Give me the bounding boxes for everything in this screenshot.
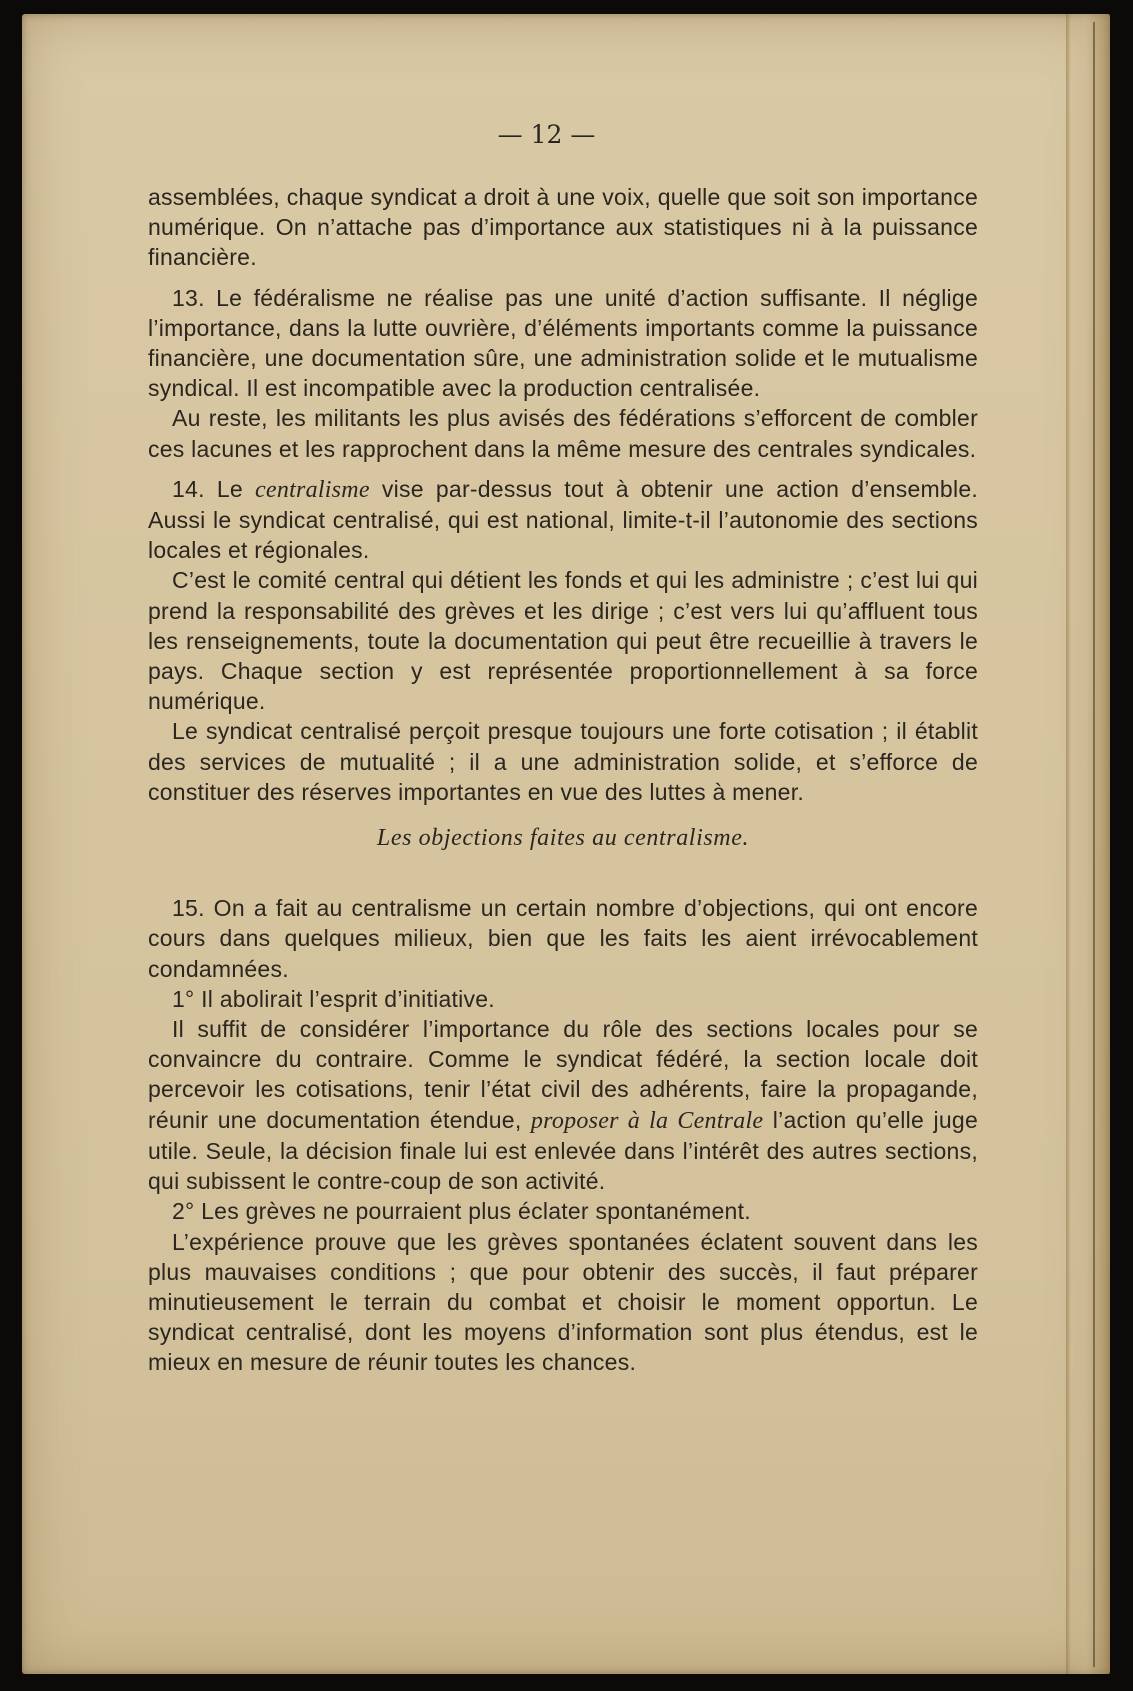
paragraph-14-italic: centralisme [255, 476, 370, 503]
paragraph-14 [148, 474, 978, 566]
page-number: — 12 — [497, 120, 596, 149]
objection-1: 1° Il abolirait l’esprit d’initiative. [172, 985, 495, 1012]
paragraph-13: 13. Le fédéralisme ne réalise pas une unité d’action suffisante. Il néglige l’importance, dans la lutte ouvrière, d’éléments importants comme la puissance financière, une documentation sûre, une administration solide et le mutualisme syndical. Il est incompatible avec la production centralisée. [148, 284, 978, 402]
paragraph-14-cont-1: C’est le comité central qui détient les fonds et qui les administre ; c’est lui qui prend la responsabilité des grèves et les dirige ; c’est vers lui qu’affluent tous les renseignements, toute la documentation qui peut être recueillie à travers le pays. Chaque section y est représentée proportionnellement à sa force numérique. [148, 567, 978, 715]
section-heading: Les objections faites au centralisme. [376, 825, 750, 852]
paragraph-13-cont: Au reste, les militants les plus avisés des fédérations s’efforcent de combler ces lacunes et les rapprochent dans la même mesure des centrales syndicales. [148, 405, 978, 462]
paragraph-14-end: vise par-dessus tout à obtenir une action d’ensemble. Aussi le syndicat centralisé, qui est national, limite-t-il l’autonomie des sections locales et régionales. [148, 475, 978, 564]
objection-1-reply-start: Il suffit de considérer l’importance du rôle des sections locales pour se convaincre du contraire. Comme le syndicat fédéré, la section locale doit percevoir les cotisations, tenir l’état civil des adhérents, faire la propagande, réunir une documentation étendue, [148, 1016, 978, 1133]
objection-2-reply: L’expérience prouve que les grèves spontanées éclatent souvent dans les plus mauvaises conditions ; que pour obtenir des succès, il faut préparer minutieusement le terrain du combat et choisir le moment opportun. Le syndicat centralisé, dont les moyens d’information sont plus étendus, est le mieux en mesure de réunir toutes les chances. [148, 1228, 978, 1376]
paragraph-14-start: 14. Le [172, 475, 256, 502]
paragraph-continuation: assemblées, chaque syndicat a droit à une voix, quelle que soit son importance numérique. On n’attache pas d’importance aux statistiques ni à la puissance financière. [148, 184, 978, 271]
paragraph-15: 15. On a fait au centralisme un certain nombre d’objections, qui ont encore cours dans quelques milieux, bien que les faits les aient irrévocablement condamnées. [148, 895, 978, 982]
objection-1-reply-end: l’action qu’elle juge utile. Seule, la décision finale lui est enlevée dans l’intérêt des autres sections, qui subissent le contre-coup de son activité. [148, 1106, 979, 1195]
body-text [148, 182, 978, 1378]
page-fold-shadow [1066, 14, 1110, 1674]
paragraph-14-cont-2: Le syndicat centralisé perçoit presque toujours une forte cotisation ; il établit des services de mutualité ; il a une administration solide, et s’efforce de constituer des réserves importantes en vue des luttes à mener. [148, 718, 978, 805]
page-fold-line [1093, 22, 1095, 1667]
objection-2: 2° Les grèves ne pourraient plus éclater spontanément. [172, 1198, 751, 1225]
objection-1-reply [148, 1014, 978, 1196]
objection-1-reply-italic: proposer à la Centrale [530, 1107, 764, 1134]
